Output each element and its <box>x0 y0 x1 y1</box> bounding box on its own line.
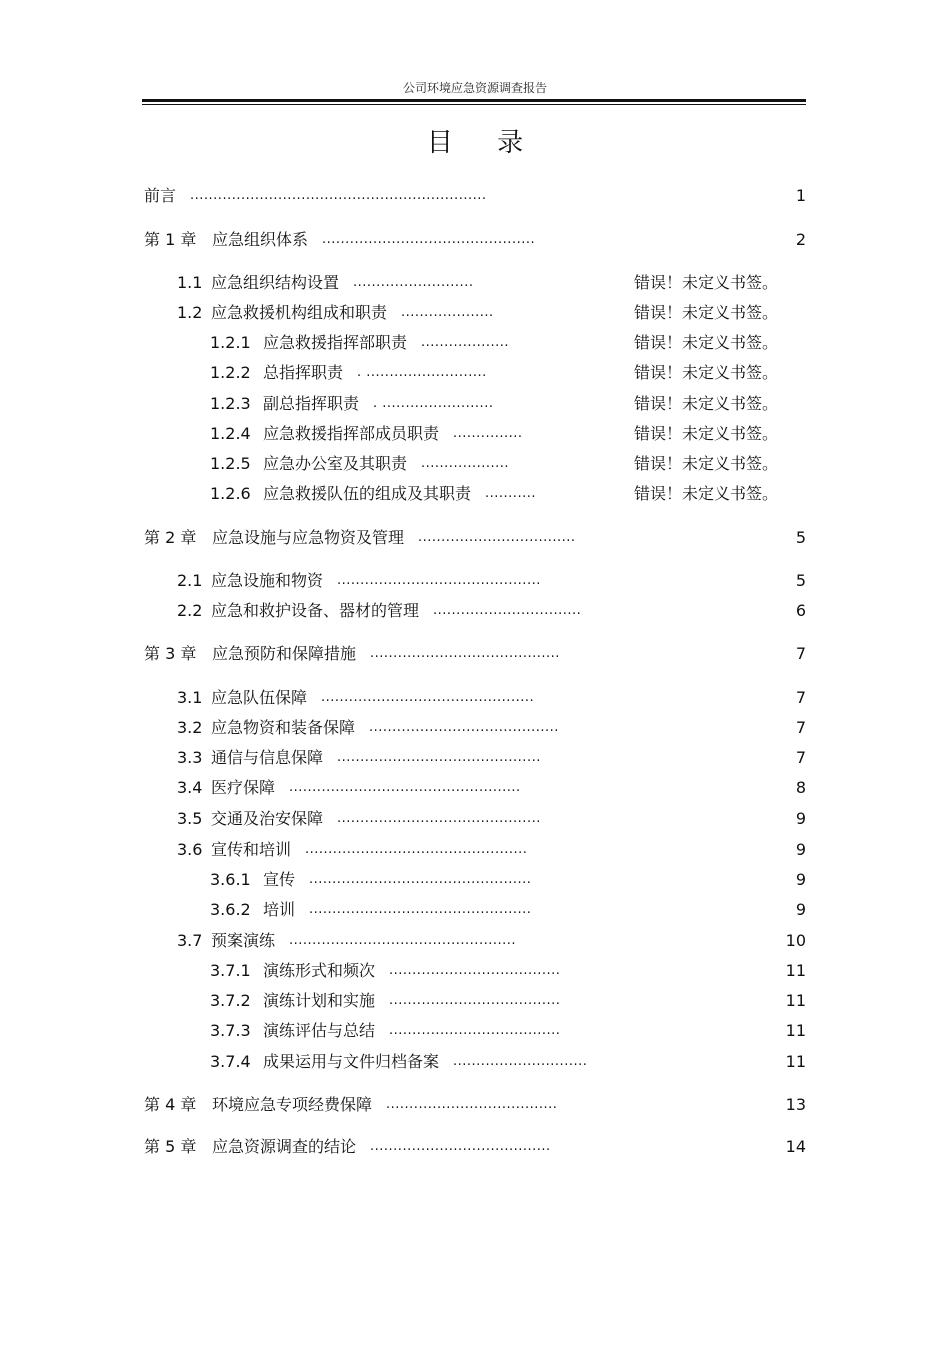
toc-entry-leader: ............... <box>453 426 523 441</box>
toc-entry-number: 1.2.3 <box>210 394 251 413</box>
toc-entry-title: 医疗保障 <box>211 778 276 797</box>
toc-entry-leader: ................................ <box>433 603 582 618</box>
toc-entry-leader: ............................................ <box>337 750 541 765</box>
toc-entry-title: 副总指挥职责 <box>263 394 360 413</box>
toc-entry-title: 应急设施与应急物资及管理 <box>212 528 405 547</box>
toc-entry-leader: ........... <box>485 486 536 501</box>
toc-entry-title: 交通及治安保障 <box>211 809 324 828</box>
toc-entry[interactable] <box>0 838 950 862</box>
toc-entry-title: 演练形式和频次 <box>263 961 376 980</box>
toc-entry-page: 错误！未定义书签。 <box>634 363 779 382</box>
toc-entry-leader: .............................................. <box>321 690 535 705</box>
toc-entry-number: 1.2.6 <box>210 484 251 503</box>
toc-entry-page: 11 <box>785 961 806 980</box>
toc-entry-number: 3.7.1 <box>210 961 251 980</box>
toc-entry-number: 1.2.2 <box>210 363 251 382</box>
toc-entry[interactable] <box>0 807 950 831</box>
toc-entry-leader: ..................................... <box>389 1023 561 1038</box>
toc-entry-number: 1.1 <box>177 273 203 292</box>
toc-entry[interactable] <box>0 746 950 770</box>
toc-entry-number: 3.3 <box>177 748 203 767</box>
toc-entry-number: 3.6.1 <box>210 870 251 889</box>
toc-entry-page: 13 <box>785 1095 806 1114</box>
toc-entry-page: 7 <box>795 748 806 767</box>
toc-entry-number: 3.6 <box>177 840 203 859</box>
toc-entry-leader: ............................. <box>453 1054 588 1069</box>
toc-entry-page: 11 <box>785 1021 806 1040</box>
toc-entry-page: 14 <box>785 1137 806 1156</box>
toc-entry-number: 第 3 章 <box>144 644 197 663</box>
toc-entry-leader: ................................................ <box>305 842 528 857</box>
toc-entry-title: 预案演练 <box>211 931 276 950</box>
toc-entry-page: 10 <box>785 931 806 950</box>
toc-entry-title: 通信与信息保障 <box>211 748 324 767</box>
toc-entry-title: 应急救援指挥部职责 <box>263 333 408 352</box>
toc-entry-number: 1.2.1 <box>210 333 251 352</box>
toc-entry-page: 9 <box>795 870 806 889</box>
toc-entry-title: 总指挥职责 <box>263 363 344 382</box>
toc-entry-leader: .......................... <box>353 275 474 290</box>
toc-entry-page: 9 <box>795 900 806 919</box>
toc-entry[interactable] <box>0 184 950 208</box>
toc-entry-leader: .................................................. <box>289 780 521 795</box>
toc-entry-leader: .................... <box>401 305 494 320</box>
toc-entry[interactable] <box>0 361 950 385</box>
toc-entry[interactable] <box>0 868 950 892</box>
toc-entry[interactable] <box>0 929 950 953</box>
toc-entry-leader: ..................................... <box>389 963 561 978</box>
toc-entry-page: 6 <box>795 601 806 620</box>
toc-entry-leader: ................................................................ <box>190 188 487 203</box>
toc-entry[interactable] <box>0 422 950 446</box>
toc-entry[interactable] <box>0 989 950 1013</box>
toc-entry-leader: ................... <box>421 335 510 350</box>
toc-entry-leader: ..................................... <box>386 1097 558 1112</box>
toc-entry-leader: .................................. <box>418 530 576 545</box>
toc-entry-page: 错误！未定义书签。 <box>634 394 779 413</box>
toc-entry-page: 2 <box>795 230 806 249</box>
toc-entry-title: 前言 <box>144 186 177 205</box>
toc-entry-title: 应急预防和保障措施 <box>212 644 357 663</box>
toc-entry-title: 演练评估与总结 <box>263 1021 376 1040</box>
toc-title: 目 录 <box>426 128 542 158</box>
toc-entry-title: 宣传和培训 <box>211 840 292 859</box>
toc-entry-title: 应急救援指挥部成员职责 <box>263 424 440 443</box>
toc-entry-leader: ............................................ <box>337 811 541 826</box>
toc-entry[interactable] <box>0 1050 950 1074</box>
toc-entry-leader: ................................................ <box>309 902 532 917</box>
toc-entry-number: 3.7 <box>177 931 203 950</box>
toc-entry-number: 3.2 <box>177 718 203 737</box>
toc-entry-title: 应急组织体系 <box>212 230 309 249</box>
toc-entry-page: 1 <box>795 186 806 205</box>
toc-entry-number: 3.4 <box>177 778 203 797</box>
toc-entry[interactable] <box>0 271 950 295</box>
toc-entry[interactable] <box>0 642 950 666</box>
toc-entry-page: 错误！未定义书签。 <box>634 454 779 473</box>
toc-entry-title: 应急救援机构组成和职责 <box>211 303 388 322</box>
toc-entry-leader: ......................................... <box>370 646 560 661</box>
toc-entry-title: 应急资源调查的结论 <box>212 1137 357 1156</box>
toc-entry-page: 11 <box>785 1052 806 1071</box>
toc-entry-leader: . .......................... <box>357 365 487 380</box>
toc-entry-leader: ............................................ <box>337 573 541 588</box>
toc-entry-title: 应急设施和物资 <box>211 571 324 590</box>
toc-entry[interactable] <box>0 776 950 800</box>
toc-entry-page: 11 <box>785 991 806 1010</box>
toc-entry-page: 错误！未定义书签。 <box>634 333 779 352</box>
toc-entry-number: 3.6.2 <box>210 900 251 919</box>
toc-entry-number: 3.7.4 <box>210 1052 251 1071</box>
toc-entry-number: 3.7.3 <box>210 1021 251 1040</box>
running-header: 公司环境应急资源调查报告 <box>402 81 547 95</box>
toc-entry[interactable] <box>0 1093 950 1117</box>
toc-entry-leader: .............................................. <box>322 232 536 247</box>
toc-entry[interactable] <box>0 482 950 506</box>
toc-entry-number: 2.1 <box>177 571 203 590</box>
toc-entry[interactable] <box>0 569 950 593</box>
toc-entry-leader: ................... <box>421 456 510 471</box>
toc-entry-title: 应急队伍保障 <box>211 688 308 707</box>
toc-entry-title: 培训 <box>263 900 296 919</box>
toc-entry[interactable] <box>0 301 950 325</box>
toc-entry-title: 应急物资和装备保障 <box>211 718 356 737</box>
toc-entry-title: 应急办公室及其职责 <box>263 454 408 473</box>
toc-entry-page: 5 <box>795 528 806 547</box>
toc-entry-page: 5 <box>795 571 806 590</box>
toc-entry[interactable] <box>0 392 950 416</box>
toc-entry[interactable] <box>0 716 950 740</box>
toc-entry-leader: ....................................... <box>370 1139 551 1154</box>
toc-entry-title: 成果运用与文件归档备案 <box>263 1052 440 1071</box>
toc-entry-number: 1.2.5 <box>210 454 251 473</box>
toc-entry-page: 错误！未定义书签。 <box>634 484 779 503</box>
toc-entry-leader: ......................................... <box>369 720 559 735</box>
toc-entry-number: 2.2 <box>177 601 203 620</box>
toc-entry[interactable] <box>0 959 950 983</box>
toc-entry-number: 3.1 <box>177 688 203 707</box>
toc-entry-page: 9 <box>795 809 806 828</box>
toc-entry-title: 演练计划和实施 <box>263 991 376 1010</box>
toc-entry-title: 应急救援队伍的组成及其职责 <box>263 484 472 503</box>
toc-entry-page: 8 <box>795 778 806 797</box>
toc-entry-leader: . ........................ <box>373 396 494 411</box>
toc-entry-title: 应急和救护设备、器材的管理 <box>211 601 420 620</box>
toc-entry-title: 环境应急专项经费保障 <box>212 1095 373 1114</box>
toc-entry-page: 7 <box>795 718 806 737</box>
toc-entry-number: 第 5 章 <box>144 1137 197 1156</box>
toc-entry-page: 错误！未定义书签。 <box>634 424 779 443</box>
toc-entry-page: 错误！未定义书签。 <box>634 303 779 322</box>
toc-entry-number: 1.2.4 <box>210 424 251 443</box>
toc-entry[interactable] <box>0 599 950 623</box>
toc-entry-title: 应急组织结构设置 <box>211 273 340 292</box>
toc-entry[interactable] <box>0 526 950 550</box>
toc-entry-number: 第 1 章 <box>144 230 197 249</box>
toc-entry-number: 第 2 章 <box>144 528 197 547</box>
toc-entry-page: 7 <box>795 688 806 707</box>
toc-entry-leader: ..................................... <box>389 993 561 1008</box>
toc-entry[interactable] <box>0 452 950 476</box>
toc-entry-number: 3.5 <box>177 809 203 828</box>
toc-entry-leader: ................................................ <box>309 872 532 887</box>
toc-entry-number: 1.2 <box>177 303 203 322</box>
toc-entry[interactable] <box>0 686 950 710</box>
toc-entry[interactable] <box>0 898 950 922</box>
toc-entry[interactable] <box>0 1135 950 1159</box>
toc-entry[interactable] <box>0 228 950 252</box>
toc-entry[interactable] <box>0 1019 950 1043</box>
toc-entry-leader: ................................................. <box>289 933 516 948</box>
toc-entry[interactable] <box>0 331 950 355</box>
toc-entry-page: 错误！未定义书签。 <box>634 273 779 292</box>
toc-entry-page: 7 <box>795 644 806 663</box>
toc-entry-number: 3.7.2 <box>210 991 251 1010</box>
toc-entry-number: 第 4 章 <box>144 1095 197 1114</box>
toc-entry-title: 宣传 <box>263 870 296 889</box>
toc-entry-page: 9 <box>795 840 806 859</box>
